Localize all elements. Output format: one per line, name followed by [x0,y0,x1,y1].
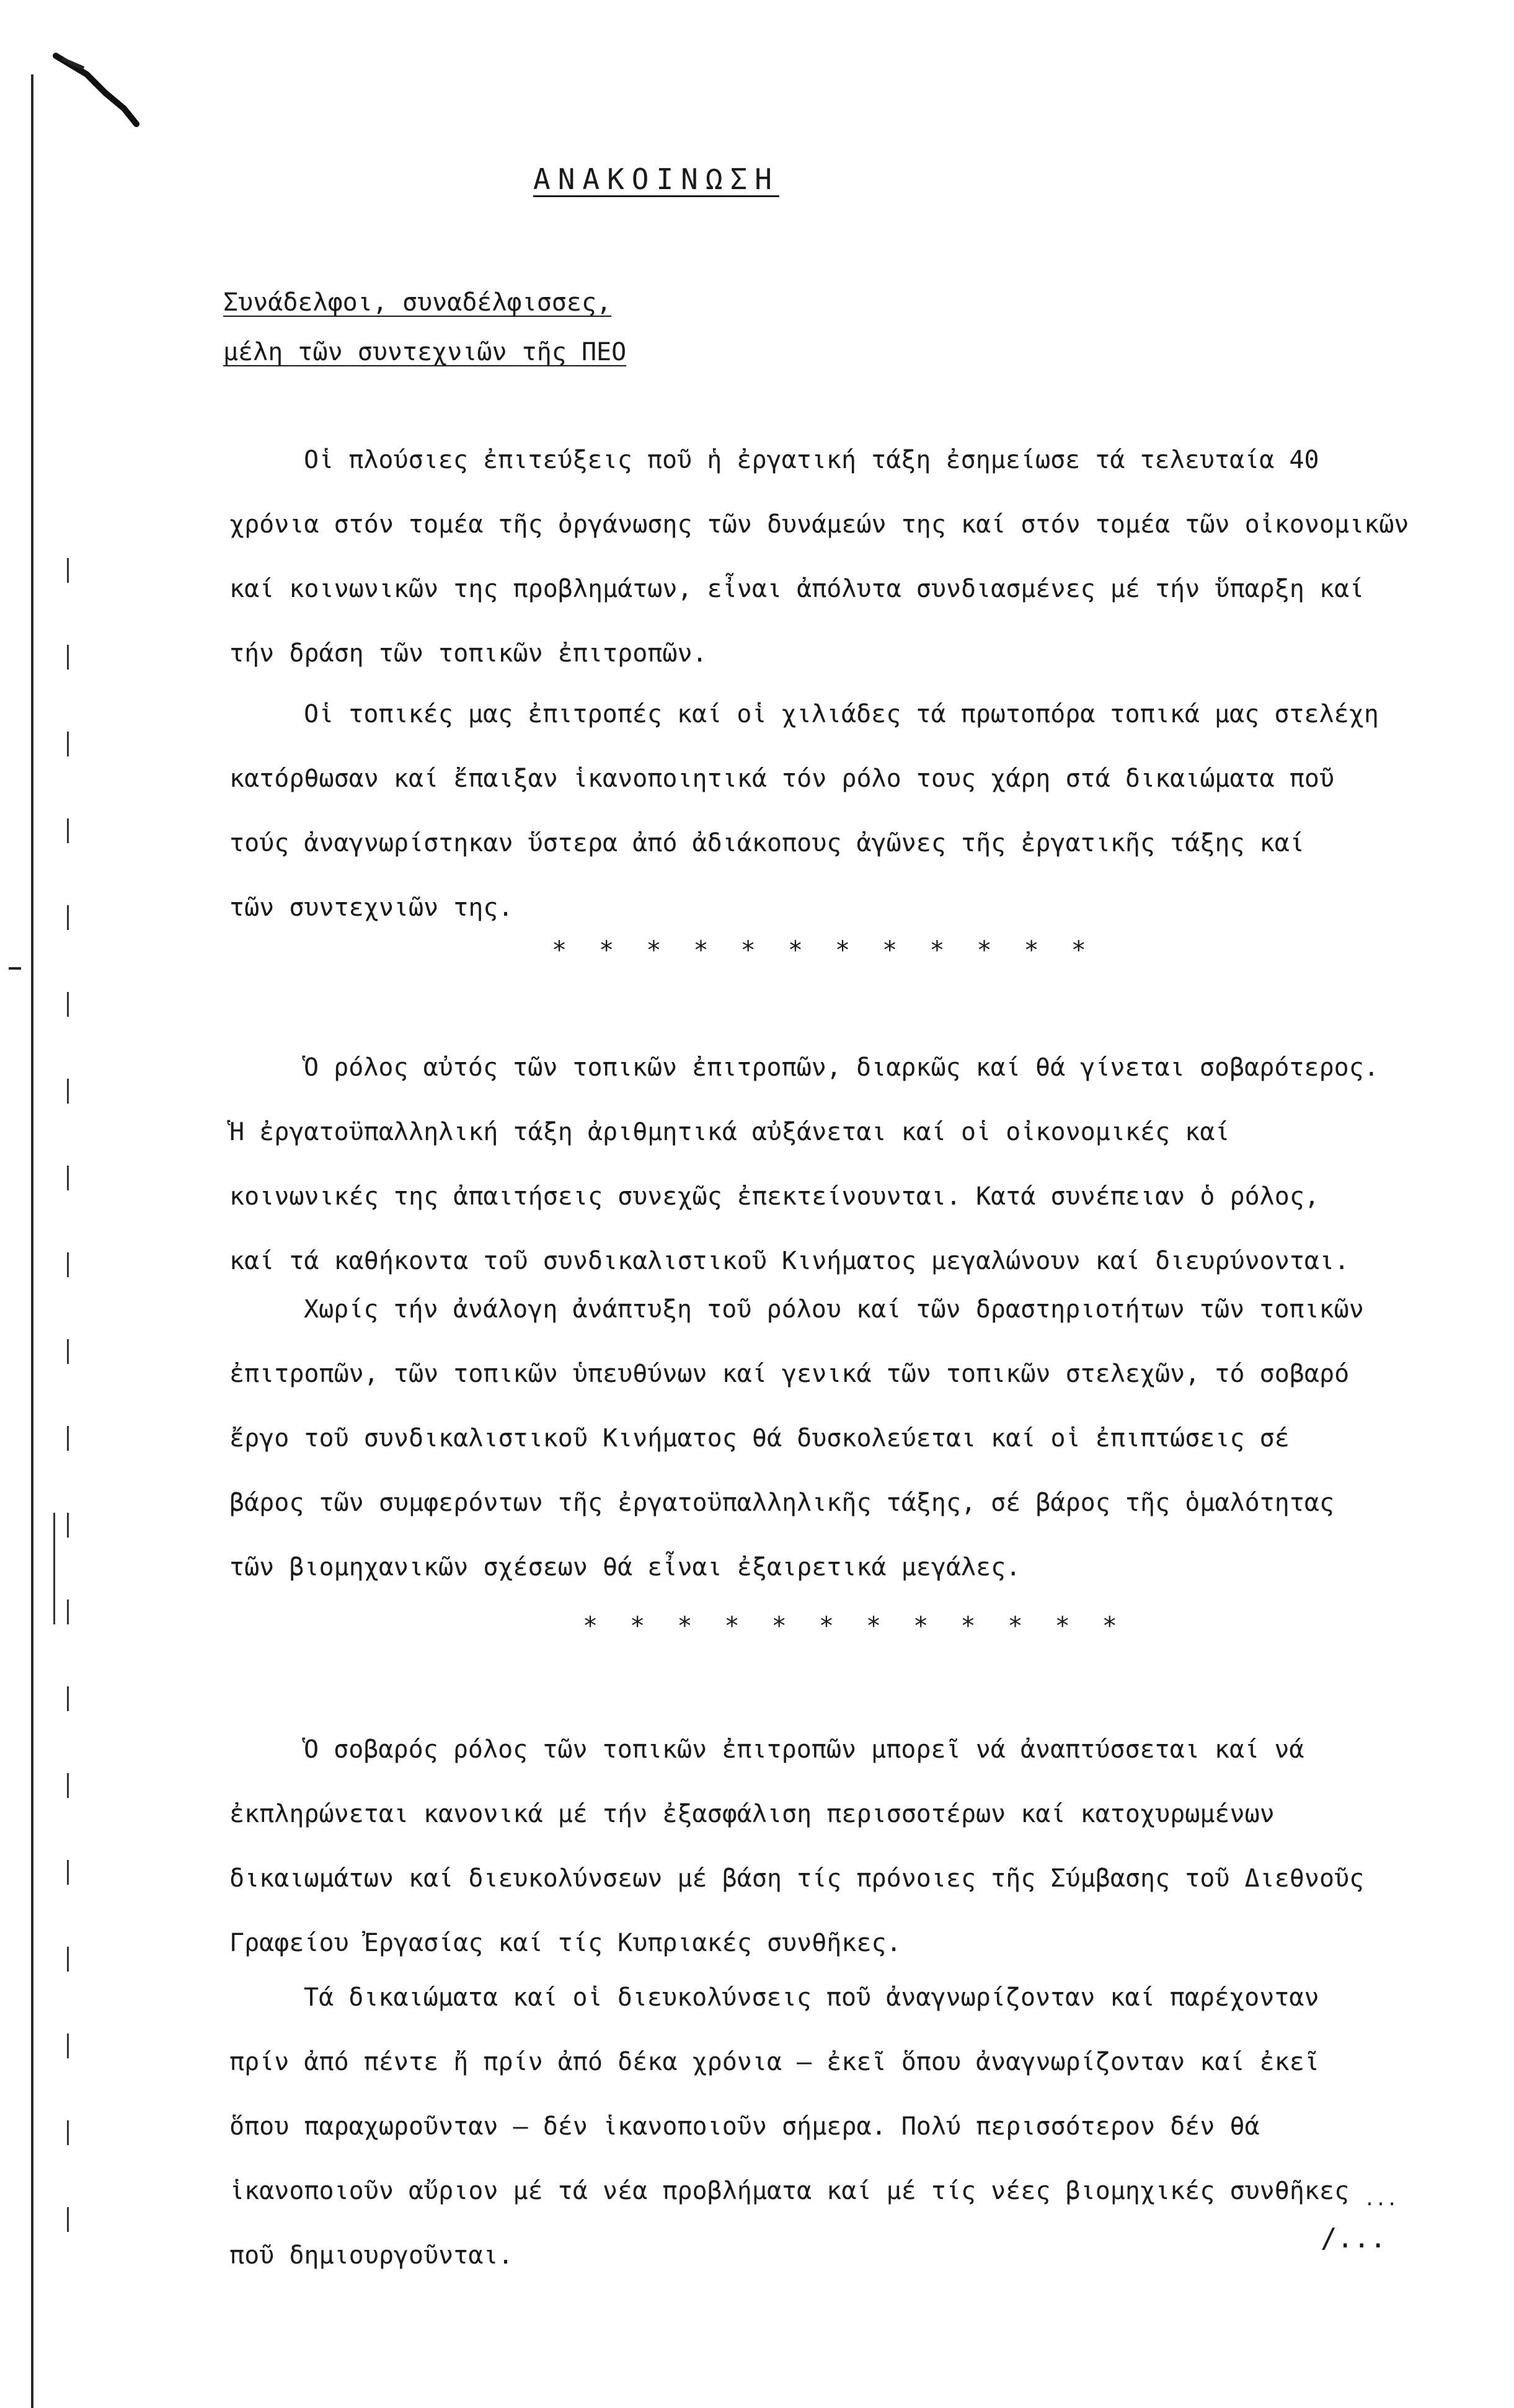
ellipsis-mark: ... [1364,2189,1398,2210]
text-line: Ὁ σοβαρός ρόλος τῶν τοπικῶν ἐπιτροπῶν μπορεῖ νά ἀναπτύσσεται καί νά [304,1735,1304,1764]
margin-rule-thin [53,1513,55,1624]
separator-1: * * * * * * * * * * * * [552,936,1095,965]
text-line: ἐπιτροπῶν, τῶν τοπικῶν ὑπευθύνων καί γενικά τῶν τοπικῶν στελεχῶν, τό σοβαρό [229,1360,1350,1388]
text-line: ὅπου παραχωροῦνταν – δέν ἱκανοποιοῦν σήμερα. Πολύ περισσότερον δέν θά [229,2112,1260,2141]
paragraph-3 [229,1035,1426,1293]
margin-tick [9,967,21,970]
text-line: ἱκανοποιοῦν αὔριον μέ τά νέα προβλήματα καί μέ τίς νέες βιομηχικές συνθῆκες [229,2177,1350,2205]
staple-mark-icon [50,50,149,130]
text-line: πρίν ἀπό πέντε ἤ πρίν ἀπό δέκα χρόνια – ἐκεῖ ὅπου ἀναγνωρίζονταν καί ἐκεῖ [229,2048,1319,2076]
paragraph-5 [229,1717,1426,1975]
text-line: Τά δικαιώματα καί οἱ διευκολύνσεις ποῦ ἀναγνωρίζονταν καί παρέχονταν [304,1983,1319,2012]
text-line: κοινωνικές της ἀπαιτήσεις συνεχῶς ἐπεκτείνουνται. Κατά συνέπειαν ὁ ρόλος, [229,1182,1319,1211]
text-line: βάρος τῶν συμφερόντων τῆς ἐργατοϋπαλληλικῆς τάξης, σέ βάρος τῆς ὁμαλότητας [229,1489,1335,1517]
text-line: Ἡ ἐργατοϋπαλληλική τάξη ἀριθμητικά αὐξάνεται καί οἱ οἰκονομικές καί [229,1118,1230,1146]
text-line: τούς ἀναγνωρίστηκαν ὕστερα ἀπό ἀδιάκοπους ἀγῶνες τῆς ἐργατικῆς τάξης καί [229,829,1304,857]
text-line: κατόρθωσαν καί ἔπαιξαν ἱκανοποιητικά τόν ρόλο τους χάρη στά δικαιώματα ποῦ [229,764,1335,793]
document-title: ΑΝΑΚΟΙΝΩΣΗ [533,162,779,196]
text-line: δικαιωμάτων καί διευκολύνσεων μέ βάση τίς πρόνοιες τῆς Σύμβασης τοῦ Διεθνοῦς [229,1864,1365,1893]
text-line: τήν δράση τῶν τοπικῶν ἐπιτροπῶν. [229,639,707,668]
text-line: ἔργο τοῦ συνδικαλιστικοῦ Κινήματος θά δυσκολεύεται καί οἱ ἐπιπτώσεις σέ [229,1424,1290,1453]
margin-rule [31,74,33,2408]
salutation-line-2: μέλη τῶν συντεχνιῶν τῆς ΠΕΟ [223,338,627,366]
text-line: Χωρίς τήν ἀνάλογη ἀνάπτυξη τοῦ ρόλου καί τῶν δραστηριοτήτων τῶν τοπικῶν [304,1295,1364,1324]
text-line: καί κοινωνικῶν της προβλημάτων, εἶναι ἀπόλυτα συνδιασμένες μέ τήν ὕπαρξη καί [229,575,1365,603]
text-line: ποῦ δημιουργοῦνται. [229,2241,513,2270]
text-line: Οἱ πλούσιες ἐπιτεύξεις ποῦ ἡ ἐργατική τάξη ἐσημείωσε τά τελευταία 40 [304,446,1319,474]
separator-2: * * * * * * * * * * * * [583,1612,1126,1640]
text-line: τῶν βιομηχανικῶν σχέσεων θά εἶναι ἐξαιρετικά μεγάλες. [229,1553,1021,1582]
text-line: ἐκπληρώνεται κανονικά μέ τήν ἐξασφάλιση περισσοτέρων καί κατοχυρωμένων [229,1800,1275,1828]
text-line: Γραφείου Ἐργασίας καί τίς Κυπριακές συνθῆκες. [229,1929,901,1957]
text-line: Ὁ ρόλος αὐτός τῶν τοπικῶν ἐπιτροπῶν, διαρκῶς καί θά γίνεται σοβαρότερος. [304,1053,1379,1082]
text-line: καί τά καθήκοντα τοῦ συνδικαλιστικοῦ Κινήματος μεγαλώνουν καί διευρύνονται. [229,1247,1350,1275]
text-line: χρόνια στόν τομέα τῆς ὀργάνωσης τῶν δυνάμεών της καί στόν τομέα τῶν οἰκονομικῶν [229,510,1409,539]
paragraph-2 [229,682,1426,940]
paragraph-6 [229,1965,1426,2288]
paragraph-1 [229,428,1426,686]
text-line: τῶν συντεχνιῶν της. [229,893,513,922]
margin-rule-dashed [67,558,69,2294]
continuation-mark: /... [1321,2223,1386,2254]
paragraph-4 [229,1277,1426,1600]
text-line: Οἱ τοπικές μας ἐπιτροπές καί οἱ χιλιάδες τά πρωτοπόρα τοπικά μας στελέχη [304,700,1379,728]
salutation-line-1: Συνάδελφοι, συναδέλφισσες, [223,288,612,317]
